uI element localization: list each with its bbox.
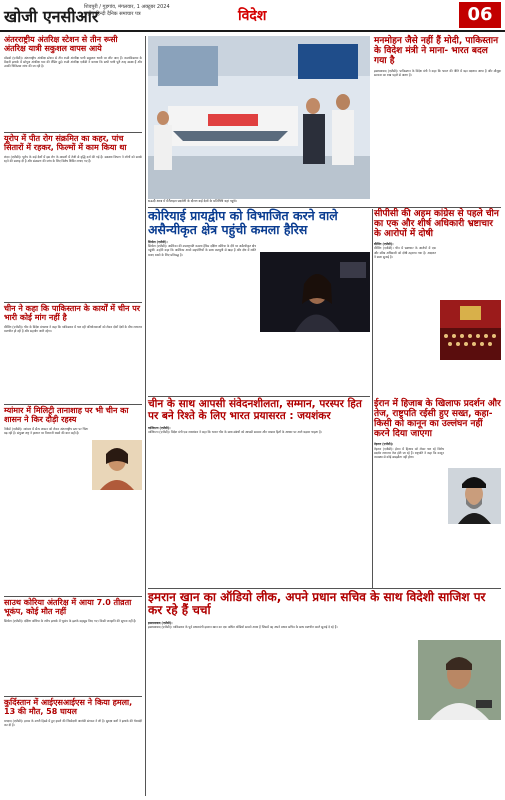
story-body: बीजिंग (एजेंसी)। चीन में भ्रष्टाचार के आरोपों में एक और वरिष्ठ अधिकारी को दोषी ठहराया गया है। अदालत ने सजा सुनाई है। [374,246,436,259]
imran-khan-photo [418,640,501,720]
story-body: सियोल (एजेंसी)। अमेरिका की उपराष्ट्रपति कमला हैरिस दक्षिण कोरिया के दौरे पर असैन्यीकृत क्षेत्र पहुंचीं। उन्होंने कहा कि अमेरिका अपने सहयोगियों के साथ मजबूती से खड़ा है और क्षेत्र में शांति बनाए रखने के लिए प्रतिबद्ध है। [148,244,256,257]
myanmar-leader-photo [92,440,142,490]
story-body: वाशिंगटन (एजेंसी)। विदेश मंत्री एस जयशंकर ने कहा कि भारत चीन के साथ संबंधों को आपसी सम्मान और परस्पर हितों के आधार पर आगे बढ़ाना चाहता है। [148,429,322,434]
story-cpc-corruption [374,209,501,259]
byline: बीजिंग (एजेंसी)। [374,242,394,247]
section-title: विदेश [238,8,267,24]
byline: सियोल (एजेंसी)। [148,240,168,244]
iran-president-photo [448,468,501,524]
story-body: इस्लामाबाद (एजेंसी)। पाकिस्तान के विदेश मंत्री ने कहा कि भारत की नीति में बड़ा बदलाव आया है और मौजूदा सरकार का रुख पहले से अलग है। [374,69,501,78]
story-pakistan-fm-modi [374,36,501,78]
story-kurdistan-attack [4,699,142,727]
story-body: मॉस्को (एजेंसी)। अंतरराष्ट्रीय अंतरिक्ष स्टेशन से तीन रूसी अंतरिक्ष यात्री सकुशल धरती पर लौट आए हैं। कजाकिस्तान के मैदानी इलाके में सोयूज अंतरिक्ष यान की लैंडिंग हुई। रूसी अंतरिक्ष एजेंसी ने बताया कि सभी यात्री पूरी तरह स्वस्थ हैं और उनकी चिकित्सा जांच की जा रही है। [4,55,142,69]
maritime-exhibition-photo [148,36,370,199]
story-body: लंदन (एजेंसी)। यूरोप के कई देशों में इस रोग के मामलों में तेजी से वृद्धि दर्ज की गई है। स्वास्थ्य विभाग ने लोगों को सतर्क रहने की सलाह दी है और संक्रमण की जांच के लिए विशेष शिविर लगाए गए हैं। [4,154,142,164]
story-body: नैपीडॉ (एजेंसी)। म्यांमार में सैन्य शासन को लेकर अंतरराष्ट्रीय स्तर पर चिंता बढ़ रही है। संयुक्त राष्ट्र ने हालात पर निगरानी रखने की बात कही है। [4,426,88,436]
dateline [84,4,244,18]
headline: सीपीसी की अहम कांग्रेस से पहले चीन का एक और शीर्ष अधिकारी भ्रष्टाचार के आरोपों में दोषी [374,209,499,240]
kamala-harris-photo [260,252,370,332]
story-body: बीजिंग (एजेंसी)। चीन के विदेश मंत्रालय ने कहा कि पाकिस्तान में चल रही परियोजनाओं को लेकर दोनों देशों के बीच लगातार बातचीत हो रही है और सहयोग जारी रहेगा। [4,324,142,334]
headline: म्यांमार में मिलिट्री तानाशाह पर भी चीन का शासन ने किर दौड़ी रहस्य [4,406,129,424]
story-kamala-harris [148,209,370,257]
story-iss-return [4,36,142,69]
headline: ईरान में हिजाब के खिलाफ प्रदर्शन और तेज, राष्ट्रपति रईसी हुए सख्त, कहा- किसी को कानून का उल्लंघन नहीं करने दिया जाएगा [374,399,501,440]
page-header [0,0,505,32]
story-body: बगदाद (एजेंसी)। इराक के उत्तरी हिस्से में हुए हमले की जिम्मेदारी आतंकी संगठन ने ली है। सुरक्षा बलों ने इलाके की घेराबंदी कर दी है। [4,718,142,728]
page-number: 06 [459,2,501,28]
story-south-korea-quake [4,599,142,623]
story-body: इस्लामाबाद (एजेंसी)। पाकिस्तान के पूर्व प्रधानमंत्री इमरान खान का एक कथित ऑडियो सामने आया है जिसमें वह अपने प्रधान सचिव के साथ बातचीत करते सुनाई दे रहे हैं। [148,625,338,630]
headline: इमरान खान का ऑडियो लीक, अपने प्रधान सचिव के साथ विदेशी साजिश पर कर रहे हैं चर्चा [148,590,486,618]
headline: अंतरराष्ट्रीय अंतरिक्ष स्टेशन से तीन रूसी अंतरिक्ष यात्री सकुशल वापस आये [4,35,118,53]
story-imran-khan-audio [148,591,501,629]
byline: तेहरान (एजेंसी)। [374,442,394,447]
headline: चीन ने कहा कि पाकिस्तान के कार्यों में चीन पर भारी कोई मांग नहीं है [4,304,141,322]
story-body: तेहरान (एजेंसी)। ईरान में हिजाब को लेकर चल रहे विरोध प्रदर्शन लगातार तेज होते जा रहे हैं। राष्ट्रपति ने कहा कि कानून व्यवस्था से कोई समझौता नहीं होगा। [374,446,444,459]
photo-caption: सऊदी अरब में मैरीटाइम प्रदर्शनी के दौरान कई देशों के प्रतिनिधि यहां पहुंचे। [148,199,370,203]
dateline-date: शिवपुरी / गुड़गांव, मंगलवार, 1 अक्टूबर 2024 [84,4,170,10]
story-europe-disease [4,135,142,163]
cpc-congress-photo [440,300,501,360]
headline: कुर्दिस्तान में आईएसआईएस ने किया हमला, 13 की मौत, 58 घायल [4,698,133,716]
story-jaishankar-china [148,399,370,434]
story-myanmar [4,407,142,435]
headline: मनमोहन जैसे नहीं हैं मोदी, पाकिस्तान के विदेश मंत्री ने माना- भारत बदल गया है [374,36,499,67]
byline: वाशिंगटन (एजेंसी)। [148,425,171,430]
headline: साउथ कोरिया अंतरिक्ष में आया 7.0 तीव्रता भूकंप, कोई मौत नहीं [4,598,132,616]
masthead: खोजी एनसीआर [4,7,99,26]
story-iran-hijab [374,399,501,459]
headline: यूरोप में पीत रोग संक्रमित का कहर, पांच सितारों में रहकर, फिल्मों में काम किया था [4,134,127,152]
byline: इस्लामाबाद (एजेंसी)। [148,620,173,625]
dateline-tagline: राष्ट्रीय हिन्दी दैनिक समाचार पत्र [84,11,141,17]
story-china-pakistan [4,305,142,333]
headline: कोरियाई प्रायद्वीप को विभाजित करने वाले असैन्यीकृत क्षेत्र पहुंची कमला हैरिस [148,208,338,237]
story-body: सियोल (एजेंसी)। दक्षिण कोरिया के तटीय इलाके में भूकंप के झटके महसूस किए गए। किसी जनहानि की सूचना नहीं है। [4,618,137,623]
headline: चीन के साथ आपसी संवेदनशीलता, सम्मान, परस्पर हित पर बने रिश्ते के लिए भारत प्रयासरत : जयशंकर [148,398,362,422]
